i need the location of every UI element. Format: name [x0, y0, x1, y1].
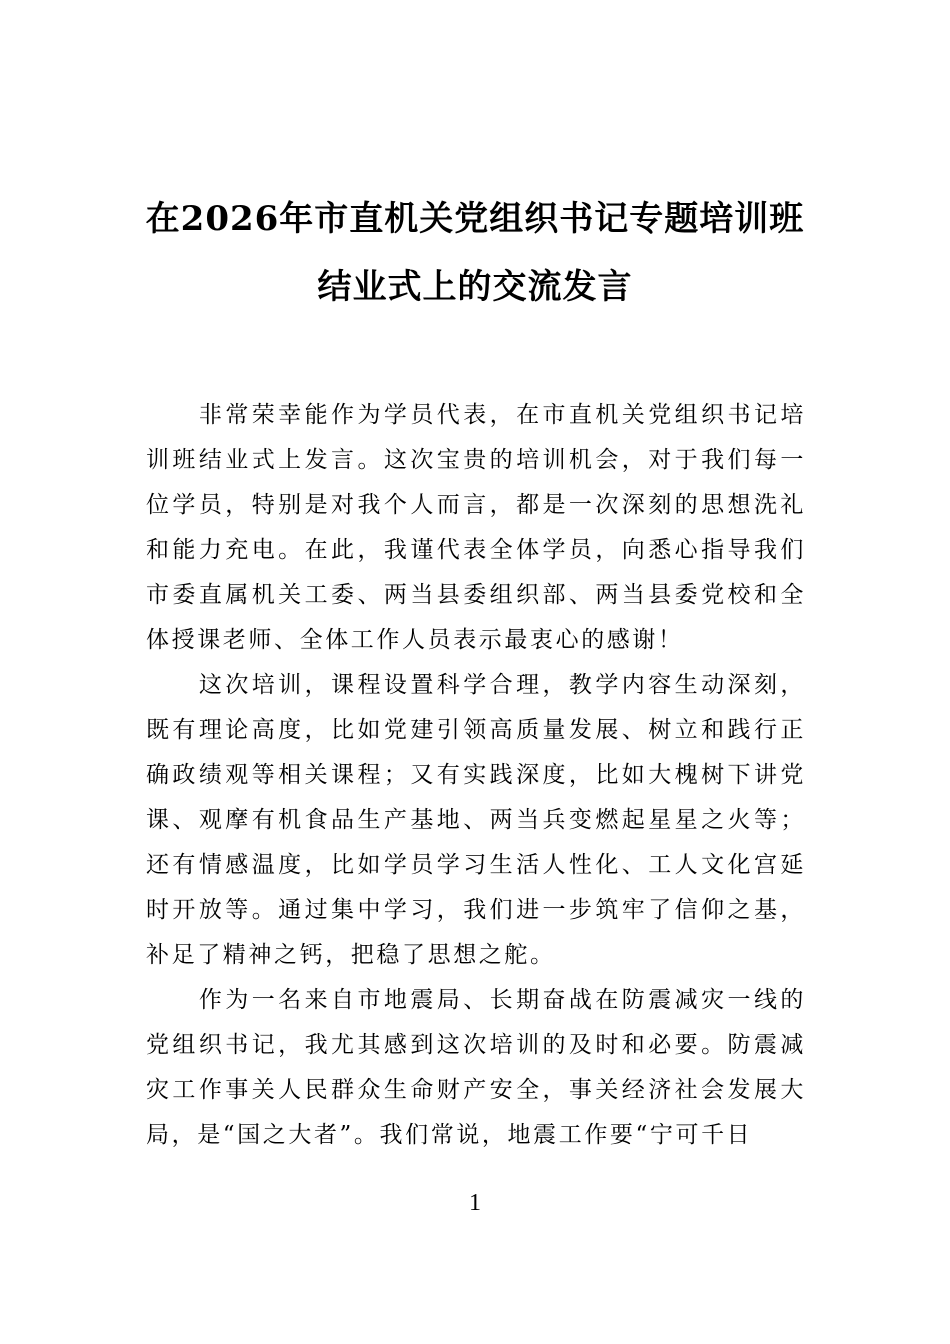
- page-number: 1: [469, 1190, 481, 1216]
- document-title-line-2: 结业式上的交流发言: [317, 267, 633, 307]
- document-title-line-1: 在2026年市直机关党组织书记专题培训班: [145, 199, 805, 239]
- paragraph-1: 非常荣幸能作为学员代表，在市直机关党组织书记培训班结业式上发言。这次宝贵的培训机会，对于我们每一位学员，特别是对我个人而言，都是一次深刻的思想洗礼和能力充电。在此，我谨代表全体学员，向悉心指导我们市委直属机关工委、两当县委组织部、两当县委党校和全体授课老师、全体工作人员表示最衷心的感谢！: [146, 402, 806, 653]
- document-body: [146, 393, 806, 1158]
- paragraph-2: 这次培训，课程设置科学合理，教学内容生动深刻，既有理论高度，比如党建引领高质量发展、树立和践行正确政绩观等相关课程；又有实践深度，比如大槐树下讲党课、观摩有机食品生产基地、两当兵变燃起星星之火等；还有情感温度，比如学员学习生活人性化、工人文化宫延时开放等。通过集中学习，我们进一步筑牢了信仰之基，补足了精神之钙，把稳了思想之舵。: [146, 672, 806, 968]
- paragraph-3: 作为一名来自市地震局、长期奋战在防震减灾一线的党组织书记，我尤其感到这次培训的及时和必要。防震减灾工作事关人民群众生命财产安全，事关经济社会发展大局，是“国之大者”。我们常说，地震工作要“宁可千日: [146, 987, 806, 1148]
